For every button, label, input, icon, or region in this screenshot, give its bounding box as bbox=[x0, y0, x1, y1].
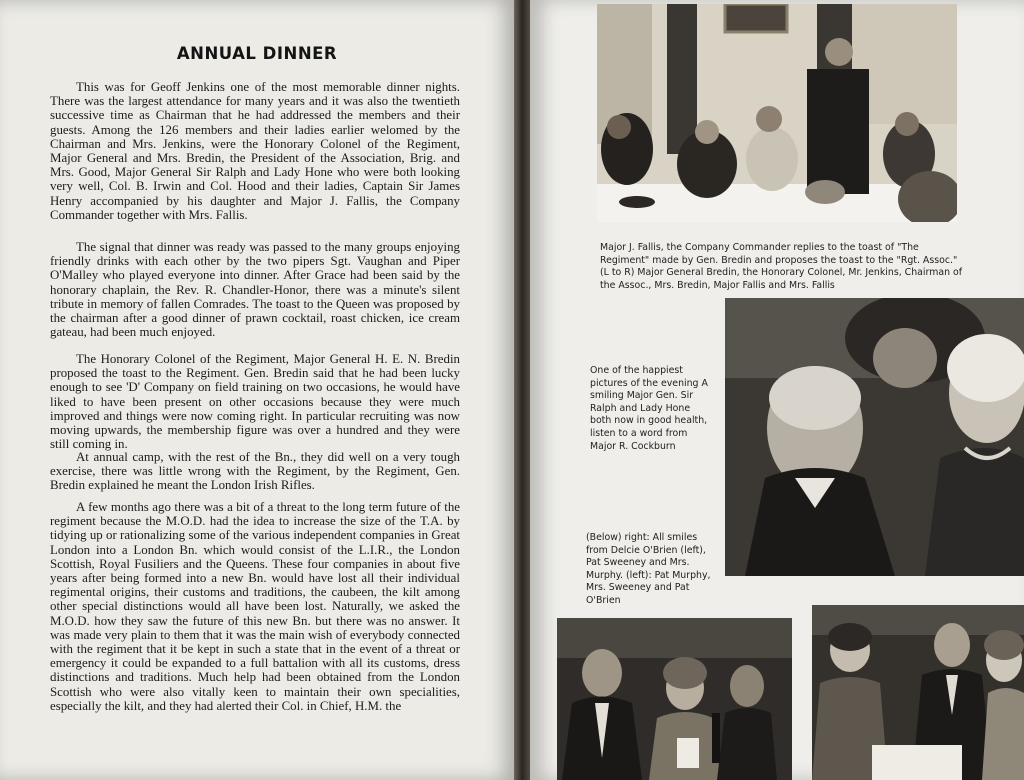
caption-all-smiles: (Below) right: All smiles from Delcie O'Brien (left), Pat Sweeney and Mrs. Murphy. (left): Pat Murphy, Mrs. Sweeney and Pat O'Brien bbox=[586, 532, 711, 606]
photo-head-table-image bbox=[597, 4, 957, 222]
photo-guests-right-image bbox=[812, 605, 1024, 780]
caption-smiling-guests: One of the happiest pictures of the evening A smiling Major Gen. Sir Ralph and Lady Hone both now in good health, listen to a word from Major R. Cockburn bbox=[590, 365, 708, 452]
photo-smiling-guests-image bbox=[725, 298, 1024, 576]
paragraph-1: This was for Geoff Jenkins one of the most memorable dinner nights. There was the largest attendance for many years and it was also the twentieth successive time as Chairman that he had addressed the members and their guests. Among the 126 members and their ladies earlier welomed by the Chairman and Mrs. Jenkins, were the Honorary Colonel of the Regiment, Major General and Mrs. Bredin, the President of the Association, Brig. and Mrs. Good, Major General Sir Ralph and Lady Hone who were both looking very well, Col. B. Irwin and Col. Hood and their ladies, Captain Sir James Henry accompanied by his daughter and Major J. Fallis, the Company Commander together with Mrs. Fallis. bbox=[50, 80, 460, 222]
paragraph-4: At annual camp, with the rest of the Bn., they did well on a very tough exercise, there was little wrong with the Regiment, by the Regiment, Gen. Bredin explained he meant the London Irish Rifles. bbox=[50, 450, 460, 493]
paragraph-5: A few months ago there was a bit of a threat to the long term future of the regiment because the M.O.D. had the idea to increase the size of the T.A. by tidying up or rationalizing some of the various independent companies in Great London into a London Bn. which would consist of the L.I.R., the London Scottish, Royal Fusiliers and the Queens. These four companies in about five years after being formed into a new Bn. would have lost all their individual regimental origins, their customs and traditions, the caubeen, the kilt among other special distinctions would all have been lost. Naturally, we asked the M.O.D. how they saw the future of this new Bn. but there was no answer. It was made very plain to them that it was the main wish of everybody connected with the regiment that it be kept in such a state that in the event of a threat or emergency it could be expanded to a full battalion with all its customs, dress distinctions and traditions. Much help had been obtained from the London Scottish who were also vitally keen to maintain their own specialities, especially the kilt, and they had alerted their Col. in Chief, H.M. the bbox=[50, 500, 460, 713]
photo-head-table bbox=[597, 4, 957, 222]
photo-guests-right bbox=[812, 605, 1024, 780]
photo-guests-left-image bbox=[557, 618, 792, 780]
article-title: ANNUAL DINNER bbox=[176, 44, 338, 63]
photo-guests-left bbox=[557, 618, 792, 780]
caption-head-table: Major J. Fallis, the Company Commander replies to the toast of "The Regiment" made by Gen. Bredin and proposes the toast to the "Rgt. Assoc." (L to R) Major General Bredin, the Honorary Colonel, Mr. Jenkins, Chairman of the Assoc., Mrs. Bredin, Major Fallis and Mrs. Fallis bbox=[600, 242, 963, 291]
paragraph-2: The signal that dinner was ready was passed to the many groups enjoying friendly drinks with each other by the two pipers Sgt. Vaughan and Piper O'Malley who played everyone into dinner. After Grace had been said by the honorary chaplain, the Rev. R. Chandler-Honor, there was a minute's silent tribute in memory of fallen Comrades. The toast to the Queen was proposed by the chairman after a good dinner of prawn cocktail, roast chicken, ice cream gateau, had been much enjoyed. bbox=[50, 240, 460, 340]
paragraph-3: The Honorary Colonel of the Regiment, Major General H. E. N. Bredin proposed the toast to the Regiment. Gen. Bredin said that he had been lucky enough to see 'D' Company on field training on two occasions, he would have liked to have been present on other occasions because they were much improved and things were now coming right. In particular recruiting was now moving upwards, the membership figure was over a hundred and they were still coming in. bbox=[50, 352, 460, 452]
photo-smiling-guests bbox=[725, 298, 1024, 576]
